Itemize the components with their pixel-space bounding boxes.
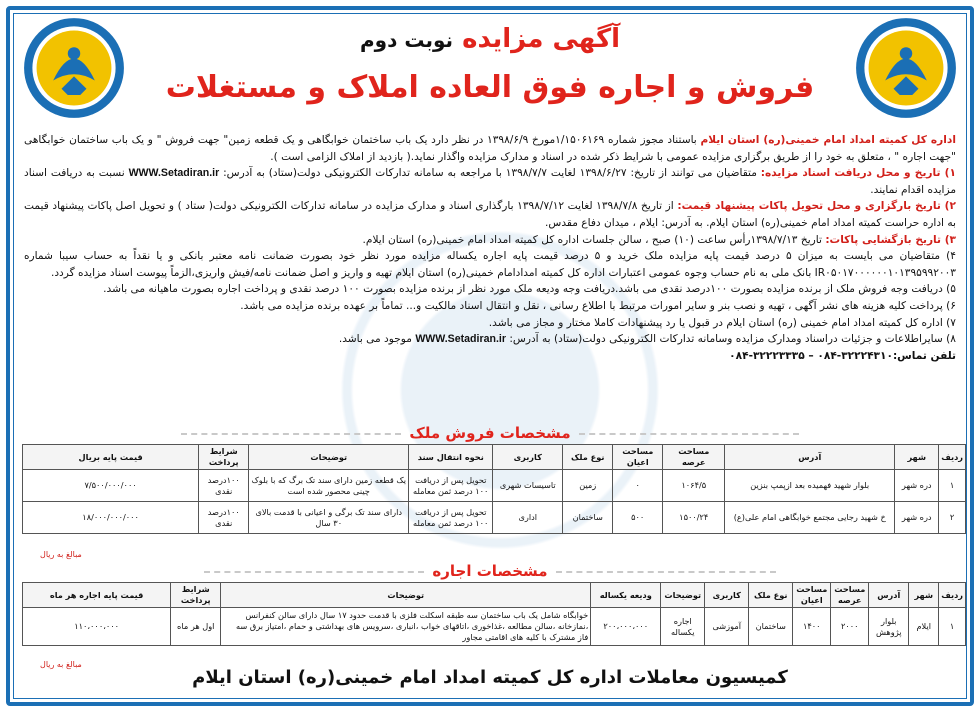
clause-text: ۸) سایراطلاعات و جزئیات دراسناد ومدارک مزایده وسامانه تدارکات الکترونیکی دولت(ستاد) به آدرس: (509, 333, 956, 346)
cell: دره شهر (895, 470, 939, 502)
clause-8 (24, 331, 956, 348)
cell: ۱۱۰،۰۰۰،۰۰۰ (23, 608, 171, 646)
cell: خ شهید رجایی مجتمع خوابگاهی امام علی(ع) (725, 502, 895, 534)
clause-text: متقاضیان می توانند از تاریخ: ۱۳۹۸/۶/۲۷ لغایت ۱۳۹۸/۷/۷ با مراجعه به سامانه تدارکات الکترونیکی دولت(ستاد) به آدرس: (223, 167, 757, 180)
sale-unit-note: مبالغ به ریال (40, 550, 82, 559)
col-header: قیمت پایه بریال (23, 445, 199, 470)
col-header: ردیف (939, 583, 966, 608)
clause-1 (24, 165, 956, 198)
cell: تاسیسات شهری (493, 470, 563, 502)
cell: اول هر ماه (171, 608, 221, 646)
ad-title (10, 24, 970, 54)
col-header: مساحت عرصه (663, 445, 725, 470)
col-header: کاربری (493, 445, 563, 470)
col-header: مساحت عرصه (831, 583, 869, 608)
cell: ۱۰۶۴/۵ (663, 470, 725, 502)
col-header: شهر (909, 583, 939, 608)
clause-4 (24, 248, 956, 281)
cell: ۵۰۰ (613, 502, 663, 534)
table-row (23, 470, 966, 502)
clause-text: تاریخ ۱۳۹۸/۷/۱۳رأس ساعت (۱۰) صبح ، سالن جلسات اداره کل کمیته امداد امام خمینی(ره) استان ایلام. (362, 233, 822, 246)
clause-text: ۷) اداره کل کمیته امداد امام خمینی (ره) استان ایلام در قبول یا رد پیشنهادات کاملا مختار و مجاز می باشد. (488, 316, 956, 329)
header (10, 10, 970, 128)
col-header: شرایط پرداخت (171, 583, 221, 608)
cell: دره شهر (895, 502, 939, 534)
cell: ساختمان (749, 608, 793, 646)
table-row (23, 502, 966, 534)
clause-6 (24, 298, 956, 315)
col-header: مساحت اعیان (793, 583, 831, 608)
rent-table (22, 582, 966, 646)
clause-lead: ۱) تاریخ و محل دریافت اسناد مزایده: (760, 167, 956, 180)
clause-text: ۵) دریافت وجه فروش ملک از برنده مزایده بصورت ۱۰۰درصد نقدی می باشد.دریافت وجه ودیعه ملک مورد نظر از برنده مزایده بصورت ۱۰۰ درصد نقدی و پرداخت اجاره بصورت ماهیانه می باشد. (103, 283, 956, 296)
intro-paragraph (24, 132, 956, 165)
cell: اجاره یکساله (661, 608, 705, 646)
cell: ۱۴۰۰ (793, 608, 831, 646)
col-header: نوع ملک (563, 445, 613, 470)
col-header: شهر (895, 445, 939, 470)
col-header: توضیحات (249, 445, 409, 470)
col-header: آدرس (725, 445, 895, 470)
setad-link[interactable]: WWW.Setadiran.ir (415, 333, 506, 346)
cell: بلوار شهید فهمیده بعد ازپمپ بنزین (725, 470, 895, 502)
clause-7 (24, 315, 956, 332)
col-header: آدرس (869, 583, 909, 608)
cell: یک قطعه زمین دارای سند تک برگ که با بلوک چینی محصور شده است (249, 470, 409, 502)
org-name: اداره کل کمیته امداد امام خمینی(ره) استان ایلام (700, 134, 956, 146)
clause-5 (24, 281, 956, 298)
col-header: نحوه انتقال سند (409, 445, 493, 470)
cell: ۰ (613, 470, 663, 502)
footer-signature: کمیسیون معاملات اداره کل کمیته امداد امام خمینی(ره) استان ایلام (192, 667, 788, 688)
cell: ۲ (939, 502, 966, 534)
cell: ۱ (939, 470, 966, 502)
setad-link[interactable]: WWW.Setadiran.ir (128, 167, 220, 180)
ad-title-text: آگهی مزایده (462, 24, 620, 54)
col-header: ودیعه یکساله (591, 583, 661, 608)
col-header: مساحت اعیان (613, 445, 663, 470)
intro-text: باستناد مجوز شماره ۱/۱۵۰۶۱۶۹مورخ ۱۳۹۸/۶/۹ در نظر دارد یک باب ساختمان خوابگاهی و یک قطعه زمین" جهت فروش " و یک باب ساختمان خوابگاهی "جهت اجاره " ، متعلق به خود را از طریق برگزاری مزایده عمومی با شرایط ذکر شده در اسناد و مدارک مزایده واگذار نماید.( بازدید از املاک الزامی است ). (24, 134, 956, 163)
clause-text: موجود می باشد. (338, 333, 412, 346)
phone-line: تلفن تماس:۳۲۲۲۴۳۱۰-۰۸۴ – ۳۲۲۲۳۳۳۵-۰۸۴ (729, 349, 956, 362)
sale-section-title (10, 424, 970, 442)
ad-body (24, 132, 956, 364)
cell: تحویل پس از دریافت ۱۰۰ درصد ثمن معامله (409, 502, 493, 534)
cell: ۱۰۰درصد نقدی (199, 502, 249, 534)
col-header: کاربری (705, 583, 749, 608)
cell: ۲۰۰۰ (831, 608, 869, 646)
rent-title-text: مشخصات اجاره (432, 562, 548, 580)
cell: ۱ (939, 608, 966, 646)
ad-subtitle: فروش و اجاره فوق العاده املاک و مستغلات (165, 70, 815, 105)
cell: ۱۰۰درصد نقدی (199, 470, 249, 502)
clause-text: ۶) پرداخت کلیه هزینه های نشر آگهی ، تهیه و نصب بنر و سایر امورات مرتبط با اطلاع رسانی ، نقل و انتقال اسناد مالکیت و... تماماً بر عهده برنده مزایده می باشد. (240, 299, 956, 312)
rent-header-row (23, 583, 966, 608)
cell: زمین (563, 470, 613, 502)
col-header: توضیحات (221, 583, 591, 608)
clause-text: ۴) متقاضیان می بایست به میزان ۵ درصد قیمت پایه مزایده ملک خرید و ۵ درصد قیمت پایه اجاره یکساله مزایده مورد نظر خود بصورت ضمانت نامه معتبر بانکی و یا نقداً به حساب سیبا شماره IR۰۵۰۱۷۰۰۰۰۰۰۱۰۱۳۹۵۹۹۲۰۰۳ بانک ملی به نام حساب وجوه عمومی اعتبارات اداره کل کمیته امدادامام خمینی(ره) استان ایلام تهیه و واریز و اصل ضمانت نامه/فیش واریزی،الزماً پیوست اسناد مزایده گردد. (24, 250, 956, 279)
clause-text: از تاریخ ۱۳۹۸/۷/۸ لغایت ۱۳۹۸/۷/۱۲ بارگذاری اسناد و مدارک مزایده در سامانه تدارکات الکترونیکی دولت( ستاد ) و تحویل اصل پاکات پیشنهاد قیمت به اداره حراست کمیته امداد امام خمینی(ره) استان ایلام. به آدرس: ایلام ، میدان دفاع مقدس. (24, 200, 956, 229)
clause-lead: ۲) تاریخ بارگزاری و محل تحویل پاکات پیشنهاد قیمت: (677, 200, 956, 213)
col-header: ردیف (939, 445, 966, 470)
sale-table (22, 444, 966, 534)
clause-text: نسبت به دریافت اسناد مزایده اقدام نمایند. (24, 167, 956, 196)
cell: بلوار پژوهش (869, 608, 909, 646)
clause-lead: ۳) تاریخ بازگشایی پاکات: (825, 233, 956, 246)
cell: ۱۸/۰۰۰/۰۰۰/۰۰۰ (23, 502, 199, 534)
cell: اداری (493, 502, 563, 534)
table-row (23, 608, 966, 646)
cell: خوابگاه شامل یک باب ساختمان سه طبقه اسکلت فلزی با قدمت حدود ۱۷ سال دارای سالن کنفرانس ،نمازخانه ،سالن مطالعه ،غذاخوری ،اتاقهای خواب ،انباری ،سرویس های بهداشتی و حمام ،امتیاز برق سه فاز مشترک با کلیه های اقامتی مجاور (221, 608, 591, 646)
cell: تحویل پس از دریافت ۱۰۰ درصد ثمن معامله (409, 470, 493, 502)
col-header: نوع ملک (749, 583, 793, 608)
clause-2 (24, 198, 956, 231)
rent-section-title (10, 562, 970, 580)
cell: دارای سند تک برگی و اعیانی با قدمت بالای ۳۰ سال (249, 502, 409, 534)
cell: ۷/۵۰۰/۰۰۰/۰۰۰ (23, 470, 199, 502)
sale-header-row (23, 445, 966, 470)
cell: آموزشی (705, 608, 749, 646)
sale-title-text: مشخصات فروش ملک (409, 424, 571, 442)
col-header: قیمت پایه اجاره هر ماه (23, 583, 171, 608)
cell: ۱۵۰۰/۲۴ (663, 502, 725, 534)
rent-unit-note: مبالغ به ریال (40, 660, 82, 669)
ad-round: نوبت دوم (360, 28, 454, 52)
ad-frame (6, 6, 974, 706)
col-header: توضیحات (661, 583, 705, 608)
col-header: شرایط پرداخت (199, 445, 249, 470)
cell: ۲۰۰،۰۰۰،۰۰۰ (591, 608, 661, 646)
cell: ایلام (909, 608, 939, 646)
clause-3 (24, 232, 956, 249)
cell: ساختمان (563, 502, 613, 534)
